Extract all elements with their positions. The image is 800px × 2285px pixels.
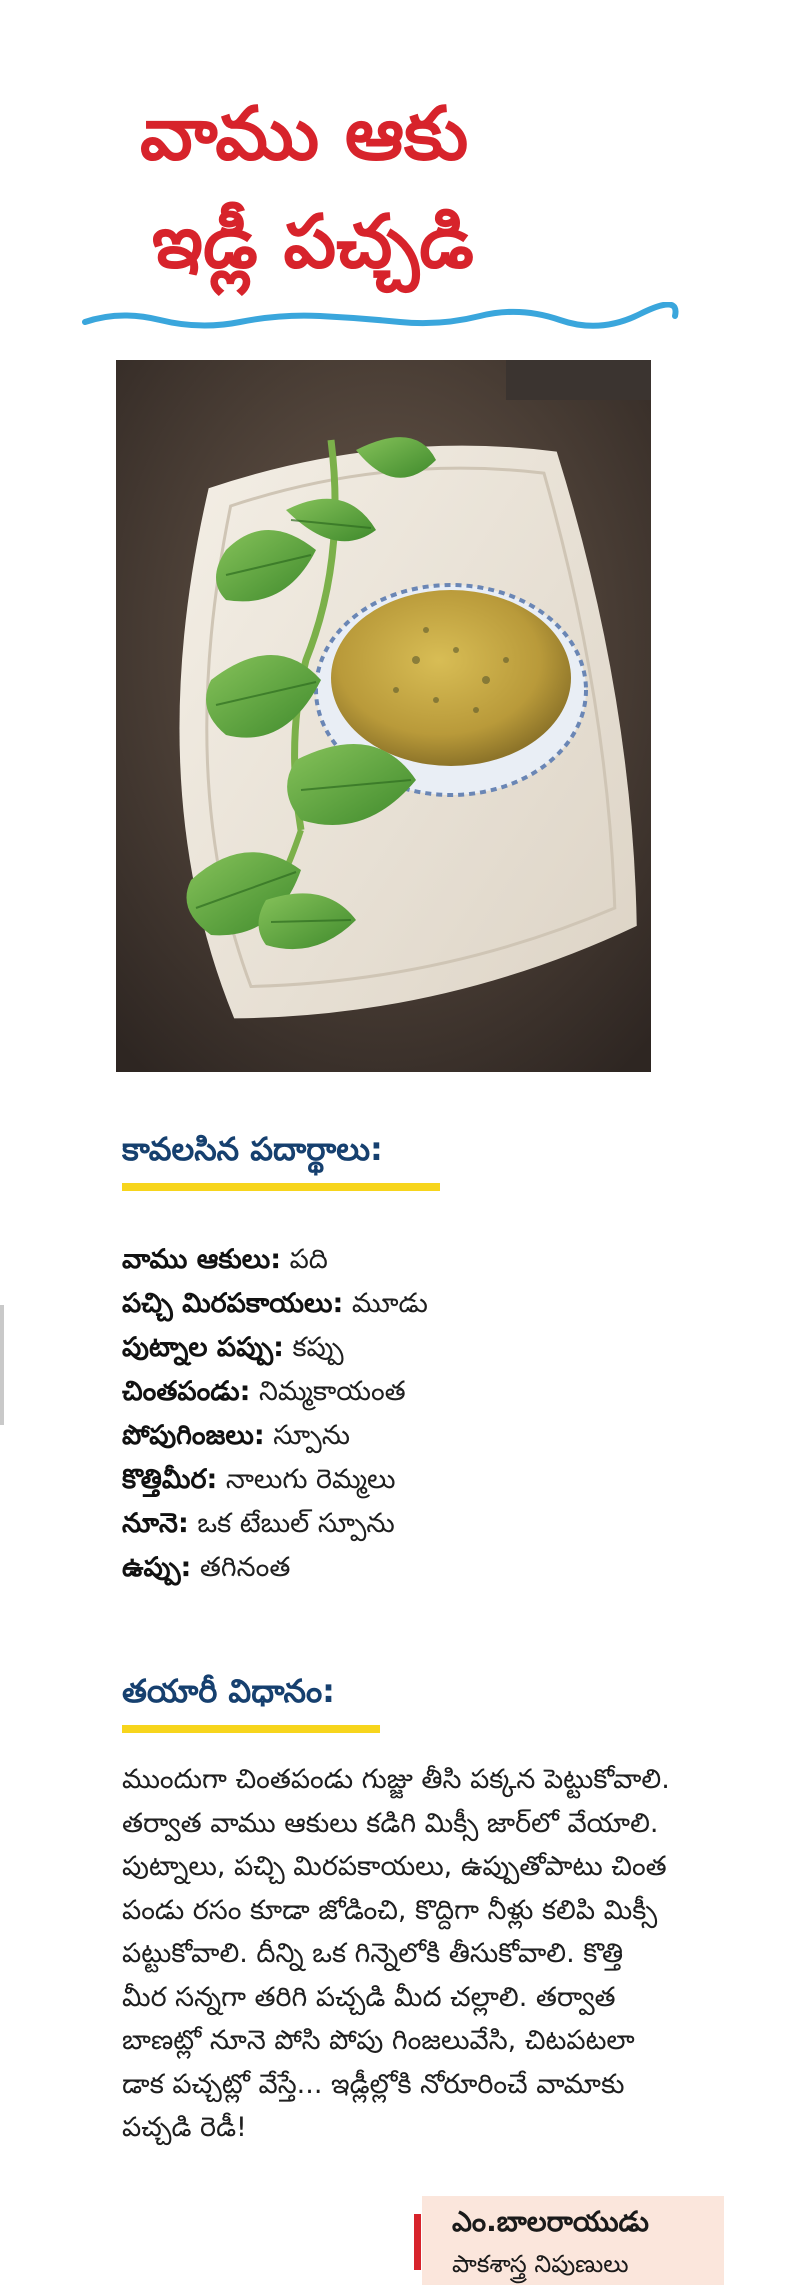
ingredient-name: పచ్చి మిరపకాయలు:	[122, 1288, 344, 1319]
ingredient-item	[122, 1458, 682, 1502]
method-heading-underline	[122, 1725, 380, 1733]
recipe-title-line-2: ఇడ్లీ పచ్చడి	[152, 199, 474, 285]
wave-divider	[80, 302, 680, 342]
method-line: పుట్నాలు, పచ్చి మిరపకాయలు, ఉప్పుతోపాటు చింత	[122, 1851, 667, 1882]
ingredient-item	[122, 1282, 682, 1326]
recipe-title-line-1: వాము ఆకు	[140, 91, 469, 177]
page-edge-divider	[0, 1305, 4, 1425]
ingredient-quantity: ఒక టేబుల్ స్పూను	[188, 1508, 395, 1539]
method-heading: తయారీ విధానం:	[122, 1672, 335, 1710]
method-line: మీర సన్నగా తరిగి పచ్చడి మీద చల్లాలి. తర్వాత	[122, 1981, 616, 2013]
method-line: డాక పచ్చట్లో వేస్తే... ఇడ్లీల్లోకి నోరూరించే వామాకు	[122, 2068, 625, 2100]
author-name: ఎం.బాలరాయుడు	[452, 2205, 649, 2238]
recipe-title	[140, 80, 700, 296]
ingredient-name: పుట్నాల పప్పు:	[122, 1332, 284, 1363]
ingredient-quantity: పది	[281, 1244, 328, 1275]
chutney-plate-image	[116, 360, 651, 1072]
ingredient-quantity: నిమ్మకాయంత	[250, 1376, 406, 1407]
ingredient-quantity: నాలుగు రెమ్మలు	[217, 1464, 396, 1495]
ingredient-name: పోపుగింజలు:	[122, 1420, 265, 1451]
method-line: తర్వాత వాము ఆకులు కడిగి మిక్సీ జార్‌లో వేయాలి.	[122, 1807, 659, 1839]
ingredient-item	[122, 1326, 682, 1370]
ingredients-heading: కావలసిన పదార్థాలు:	[122, 1130, 383, 1168]
ingredient-item	[122, 1414, 682, 1458]
ingredient-quantity: కప్పు	[283, 1332, 344, 1363]
ingredient-quantity: మూడు	[343, 1288, 428, 1319]
ingredient-name: వాము ఆకులు:	[122, 1244, 282, 1275]
author-accent-bar	[414, 2214, 421, 2270]
method-line: పట్టుకోవాలి. దీన్ని ఒక గిన్నెలోకి తీసుకోవాలి. కొత్తి	[122, 1938, 624, 1969]
ingredient-name: ఉప్పు:	[122, 1552, 192, 1583]
ingredient-quantity: తగినంత	[191, 1552, 291, 1583]
ingredient-item	[122, 1502, 682, 1546]
ingredient-name: నూనె:	[122, 1508, 189, 1539]
ingredient-name: కొత్తిమీర:	[122, 1464, 218, 1495]
method-text	[122, 1758, 742, 2150]
author-role: పాకశాస్త్ర నిపుణులు	[452, 2250, 629, 2278]
ingredient-name: చింతపండు:	[122, 1376, 251, 1407]
ingredient-item	[122, 1546, 682, 1590]
method-line: పండు రసం కూడా జోడించి, కొద్దిగా నీళ్లు కలిపి మిక్సీ	[122, 1894, 658, 1926]
method-line: ముందుగా చింతపండు గుజ్జు తీసి పక్కన పెట్టుకోవాలి.	[122, 1764, 670, 1795]
method-line: పచ్చడి రెడీ!	[122, 2112, 247, 2143]
ingredient-item	[122, 1370, 682, 1414]
ingredient-quantity: స్పూను	[264, 1420, 350, 1451]
recipe-photo	[116, 360, 651, 1072]
ingredients-list	[122, 1238, 682, 1590]
method-line: బాణట్లో నూనె పోసి పోపు గింజలువేసి, చిటపటలా	[122, 2025, 635, 2056]
ingredients-heading-underline	[122, 1183, 440, 1191]
ingredient-item	[122, 1238, 682, 1282]
